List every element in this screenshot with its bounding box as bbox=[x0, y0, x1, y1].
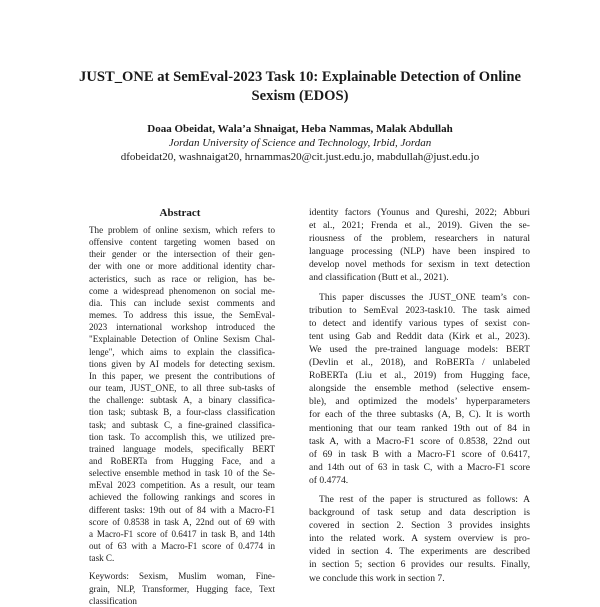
contribution-paragraph bbox=[309, 291, 530, 487]
abstract-line: and RoBERTa from Hugging Face, and a bbox=[89, 455, 275, 466]
body-text-line: to detect and identify various types of sexist con- bbox=[309, 317, 530, 329]
body-text-line: in section 5; section 6 provides our results. Finally, bbox=[309, 559, 530, 571]
abstract-line: der with one or more additional identity char- bbox=[89, 261, 275, 272]
abstract-line: different tasks: 19th out of 84 with a Macro-F1 bbox=[89, 504, 275, 515]
body-text-line: The rest of the paper is structured as follows: A bbox=[319, 493, 530, 505]
abstract-line: task C. bbox=[89, 553, 115, 564]
body-text-line: language processing (NLP) have been inspired to bbox=[309, 246, 530, 258]
abstract-text bbox=[89, 224, 275, 564]
keywords bbox=[89, 570, 275, 606]
right-column-text bbox=[309, 206, 530, 585]
abstract-line: lenge", which aims to explain the classifica- bbox=[89, 346, 275, 357]
body-text-line: tent using Gab and Reddit data (Kirk et al., 2023). bbox=[309, 330, 530, 342]
body-text-line: background of task setup and data description is bbox=[309, 507, 530, 519]
abstract-line: out of 63 with a Macro-F1 score of 0.4774 in bbox=[89, 541, 275, 552]
author-list: Doaa Obeidat, Wala’a Shnaigat, Heba Nammas, Malak Abdullah bbox=[147, 123, 453, 135]
body-text-line: identity factors (Younus and Qureshi, 2022; Abburi bbox=[309, 207, 530, 218]
abstract-line: offensive content targeting women based on bbox=[89, 237, 275, 248]
affiliation: Jordan University of Science and Technology, Irbid, Jordan bbox=[168, 137, 432, 149]
abstract-line: achieved the following rankings and scores in bbox=[89, 492, 275, 503]
abstract-line: come a widespread phenomenon on social me- bbox=[89, 285, 275, 296]
body-text-line: we conclude this work in section 7. bbox=[309, 572, 445, 584]
body-text-line: covered in section 2. Section 3 provides insights bbox=[309, 520, 530, 532]
body-text-line: RoBERTa (Liu et al., 2019) from Hugging face, bbox=[309, 370, 530, 382]
author-emails: dfobeidat20, washnaigat20, hrnammas20@cit.just.edu.jo, mabdullah@just.edu.jo bbox=[120, 151, 480, 163]
paper-title-line-1: JUST_ONE at SemEval-2023 Task 10: Explainable Detection of Online bbox=[79, 69, 521, 85]
abstract-line: task; and subtask C, a fine-grained classifica- bbox=[89, 419, 275, 430]
body-text-line: of 0.4774. bbox=[309, 474, 349, 486]
paper-title bbox=[60, 68, 540, 106]
keywords-line: classification bbox=[89, 595, 137, 606]
abstract-line: trained language models, specifically BERT bbox=[89, 443, 275, 454]
abstract-line: "Explainable Detection of Online Sexism Chal- bbox=[89, 334, 275, 345]
keywords-line: grain, NLP, Transformer, Hugging face, Text bbox=[89, 583, 275, 594]
body-text-line: into the related work. A system overview is pro- bbox=[309, 533, 530, 545]
body-text-line: We used the pre-trained language models: BERT bbox=[309, 343, 530, 355]
body-text-line: ble), and optimized the models’ hyperparameters bbox=[309, 396, 530, 408]
body-text-line: mentioning that our team ranked 19th out of 84 in bbox=[309, 422, 530, 434]
abstract-line: tion task; subtask B, a four-class classification bbox=[89, 407, 275, 418]
abstract-line: the challenge: subtask A, a binary classifica- bbox=[89, 395, 275, 406]
abstract-line: 2023 international workshop introduced the bbox=[89, 322, 275, 333]
body-text-line: This paper discusses the JUST_ONE team’s con- bbox=[319, 291, 530, 303]
abstract-body bbox=[89, 224, 275, 607]
abstract-heading: Abstract bbox=[159, 207, 201, 219]
body-text-line: riousness of the problem, researchers in natural bbox=[309, 233, 530, 245]
abstract-line: mEval 2023 competition. As a result, our team bbox=[89, 480, 275, 491]
abstract-line: a Macro-F1 score of 0.6417 in task B, and 14th bbox=[89, 528, 275, 539]
body-text-line: et al., 2021; Frenda et al., 2019). Given the se- bbox=[309, 220, 530, 232]
body-text-line: task A, with a Macro-F1 score of 0.8538, 22nd out bbox=[309, 435, 530, 447]
keywords-line: Keywords: Sexism, Muslim woman, Fine- bbox=[89, 571, 275, 582]
body-text-line: and classification (Butt et al., 2021). bbox=[309, 272, 449, 284]
body-text-line: and 14th out of 63 in task C, with a Macro-F1 score bbox=[309, 461, 530, 473]
abstract-line: their gender or the intersection of their gen- bbox=[89, 249, 275, 260]
abstract-line: The problem of online sexism, which refers to bbox=[89, 225, 275, 235]
body-text-line: of 69 in task B with a Macro-F1 score of 0.6417, bbox=[309, 448, 530, 460]
paper-structure-paragraph bbox=[309, 493, 530, 585]
abstract-line: our team, JUST_ONE, to all three sub-tasks of bbox=[89, 383, 275, 394]
abstract-line: tion task. To accomplish this, we utilized pre- bbox=[89, 431, 275, 442]
abstract-line: In this paper, we present the contributions of bbox=[89, 370, 275, 381]
abstract-line: memes. To address this issue, the SemEval- bbox=[89, 310, 275, 321]
abstract-line: score of 0.8538 in task A, 22nd out of 69 with bbox=[89, 516, 275, 527]
body-text-line: develop novel methods for sexism in text detection bbox=[309, 259, 530, 271]
abstract-line: tions given by AI models for detecting sexism. bbox=[89, 358, 275, 369]
paper-title-line-2: Sexism (EDOS) bbox=[251, 88, 349, 104]
abstract-line: dia. This can include sexist comments and bbox=[89, 297, 275, 308]
body-text-line: tribution to SemEval 2023-task10. The task aimed bbox=[309, 304, 530, 316]
body-text-line: (Devlin et al., 2018), and RoBERTa / unlabeled bbox=[309, 357, 530, 369]
body-text-line: for each of the three subtasks (A, B, C). It is worth bbox=[309, 409, 530, 421]
body-text-line: alongside the ensemble method (selective ensem- bbox=[309, 383, 530, 395]
abstract-line: acteristics, such as race or religion, has be- bbox=[89, 273, 275, 284]
abstract-line: selective ensemble method in task 10 of the Se- bbox=[89, 468, 275, 479]
body-text-line: vided in section 4. The experiments are described bbox=[309, 546, 530, 558]
intro-paragraph-continued bbox=[309, 206, 530, 285]
